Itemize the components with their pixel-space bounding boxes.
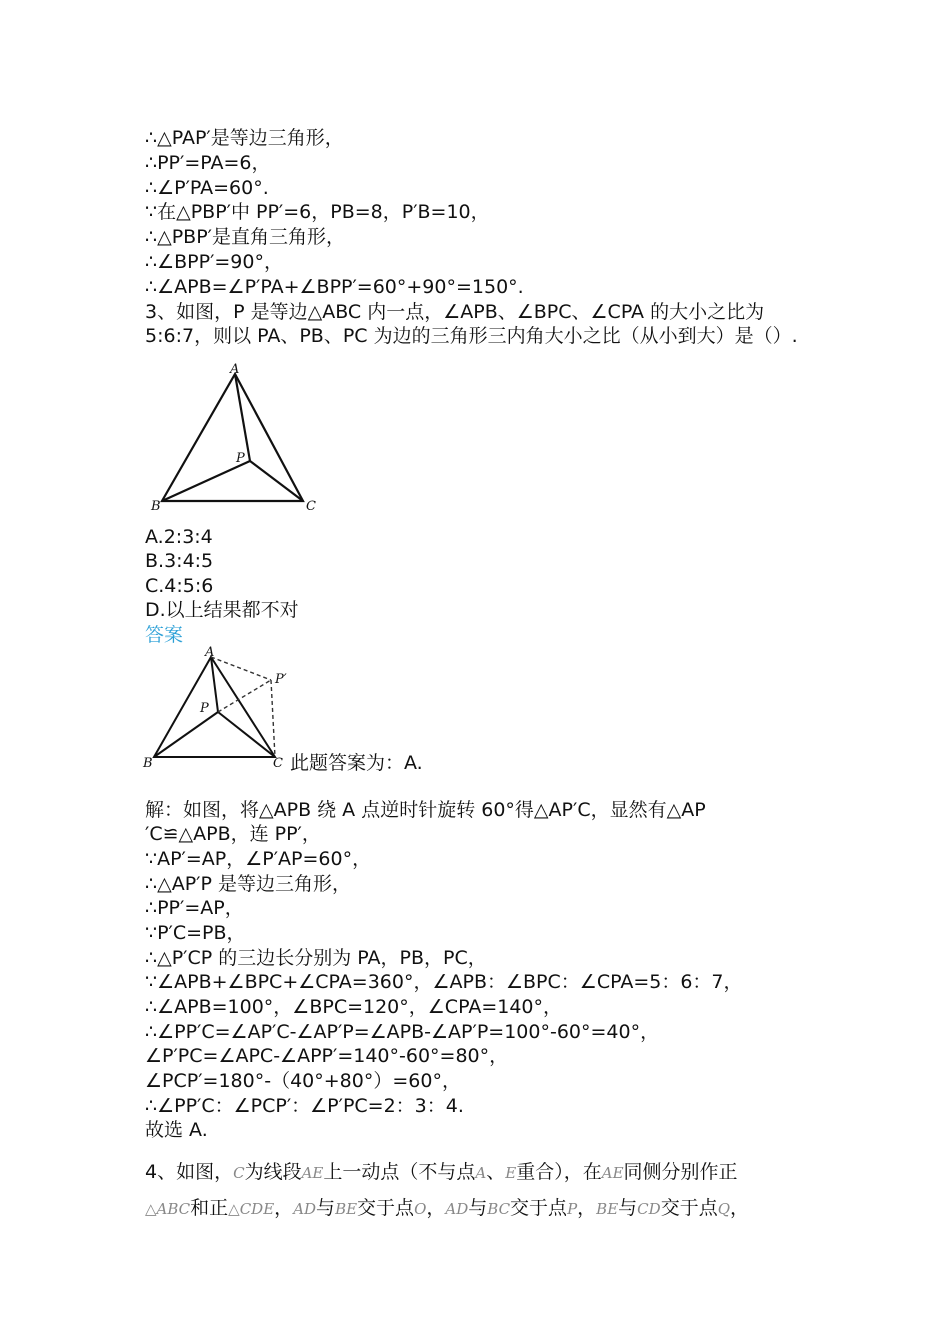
solution-line: 故选 A. [145,1119,208,1141]
text-line: ∴∠APB=∠P′PA+∠BPP′=60°+90°=150°. [145,276,524,298]
math-var: AD [293,1200,317,1218]
option-a: A.2:3:4 [145,526,213,548]
text-line: ∵在△PBP′中 PP′=6，PB=8，P′B=10， [145,201,490,223]
solution-line: ∴PP′=AP， [145,897,244,919]
label-p: P [236,451,245,466]
text-line: ∴∠P′PA=60°. [145,177,269,199]
math-var: AE [601,1164,624,1182]
label-c: C [273,756,283,771]
text-line: ∴PP′=PA=6， [145,152,271,174]
option-c: C.4:5:6 [145,575,214,597]
solution-line: ∴∠APB=100°，∠BPC=120°，∠CPA=140°， [145,996,562,1018]
option-d: D.以上结果都不对 [145,599,299,621]
solution-line: ∴△P′CP 的三边长分别为 PA，PB，PC， [145,947,487,969]
solution-line: ∴∠PP′C：∠PCP′：∠P′PC=2：3：4. [145,1095,464,1117]
question-3-line-1: 3、如图，P 是等边△ABC 内一点，∠APB、∠BPC、∠CPA 的大小之比为 [145,301,765,323]
solution-line: ∴∠PP′C=∠AP′C-∠AP′P=∠APB-∠AP′P=100°-60°=40°， [145,1021,660,1043]
math-var: E [505,1164,517,1182]
label-p-prime: P′ [275,672,287,687]
question-4-line-1: 4、如图，C为线段AE上一动点（不与点A、E重合），在AE同侧分别作正 [145,1161,738,1183]
solution-line: ′C≌△APB，连 PP′， [145,823,321,845]
solution-line: ∠PCP′=180°-（40°+80°）=60°， [145,1070,461,1092]
figure-triangle-abc [140,360,330,520]
question-3-line-2: 5:6:7，则以 PA、PB、PC 为边的三角形三内角大小之比（从小到大）是（）. [145,325,798,347]
math-var: AE [301,1164,324,1182]
math-var: AD [445,1200,469,1218]
math-var: CD [637,1200,661,1218]
label-p: P [200,701,209,716]
math-var: BE [596,1200,619,1218]
option-b: B.3:4:5 [145,550,214,572]
answer-text: 此题答案为：A. [290,752,423,774]
solution-line: ∠P′PC=∠APC-∠APP′=140°-60°=80°， [145,1045,509,1067]
label-a: A [205,645,215,660]
figure-rotation [140,645,300,773]
text-line: ∴∠BPP′=90°， [145,251,283,273]
text-line: ∴△PBP′是直角三角形， [145,226,345,248]
solution-line: 解：如图，将△APB 绕 A 点逆时针旋转 60°得△AP′C，显然有△AP [145,799,706,821]
math-var: C [233,1164,245,1182]
question-4-line-2: △ABC和正△CDE，AD与BE交于点O，AD与BC交于点P，BE与CD交于点Q， [145,1197,750,1219]
answer-label: 答案 [145,624,184,646]
label-c: C [306,499,316,514]
math-var: P [567,1200,578,1218]
label-a: A [230,362,240,377]
math-var: A [475,1164,487,1182]
math-var: BC [487,1200,511,1218]
solution-line: ∵∠APB+∠BPC+∠CPA=360°，∠APB：∠BPC：∠CPA=5：6：7， [145,971,743,993]
label-b: B [143,756,153,771]
label-b: B [151,499,161,514]
math-var: BE [335,1200,358,1218]
solution-line: ∵P′C=PB， [145,922,246,944]
math-var: △ABC [145,1200,191,1218]
text-line: ∴△PAP′是等边三角形， [145,127,344,149]
math-var: △CDE [228,1200,275,1218]
solution-line: ∴△AP′P 是等边三角形， [145,873,351,895]
math-var: Q [717,1200,731,1218]
math-var: O [414,1200,427,1218]
solution-line: ∵AP′=AP，∠P′AP=60°， [145,848,372,870]
